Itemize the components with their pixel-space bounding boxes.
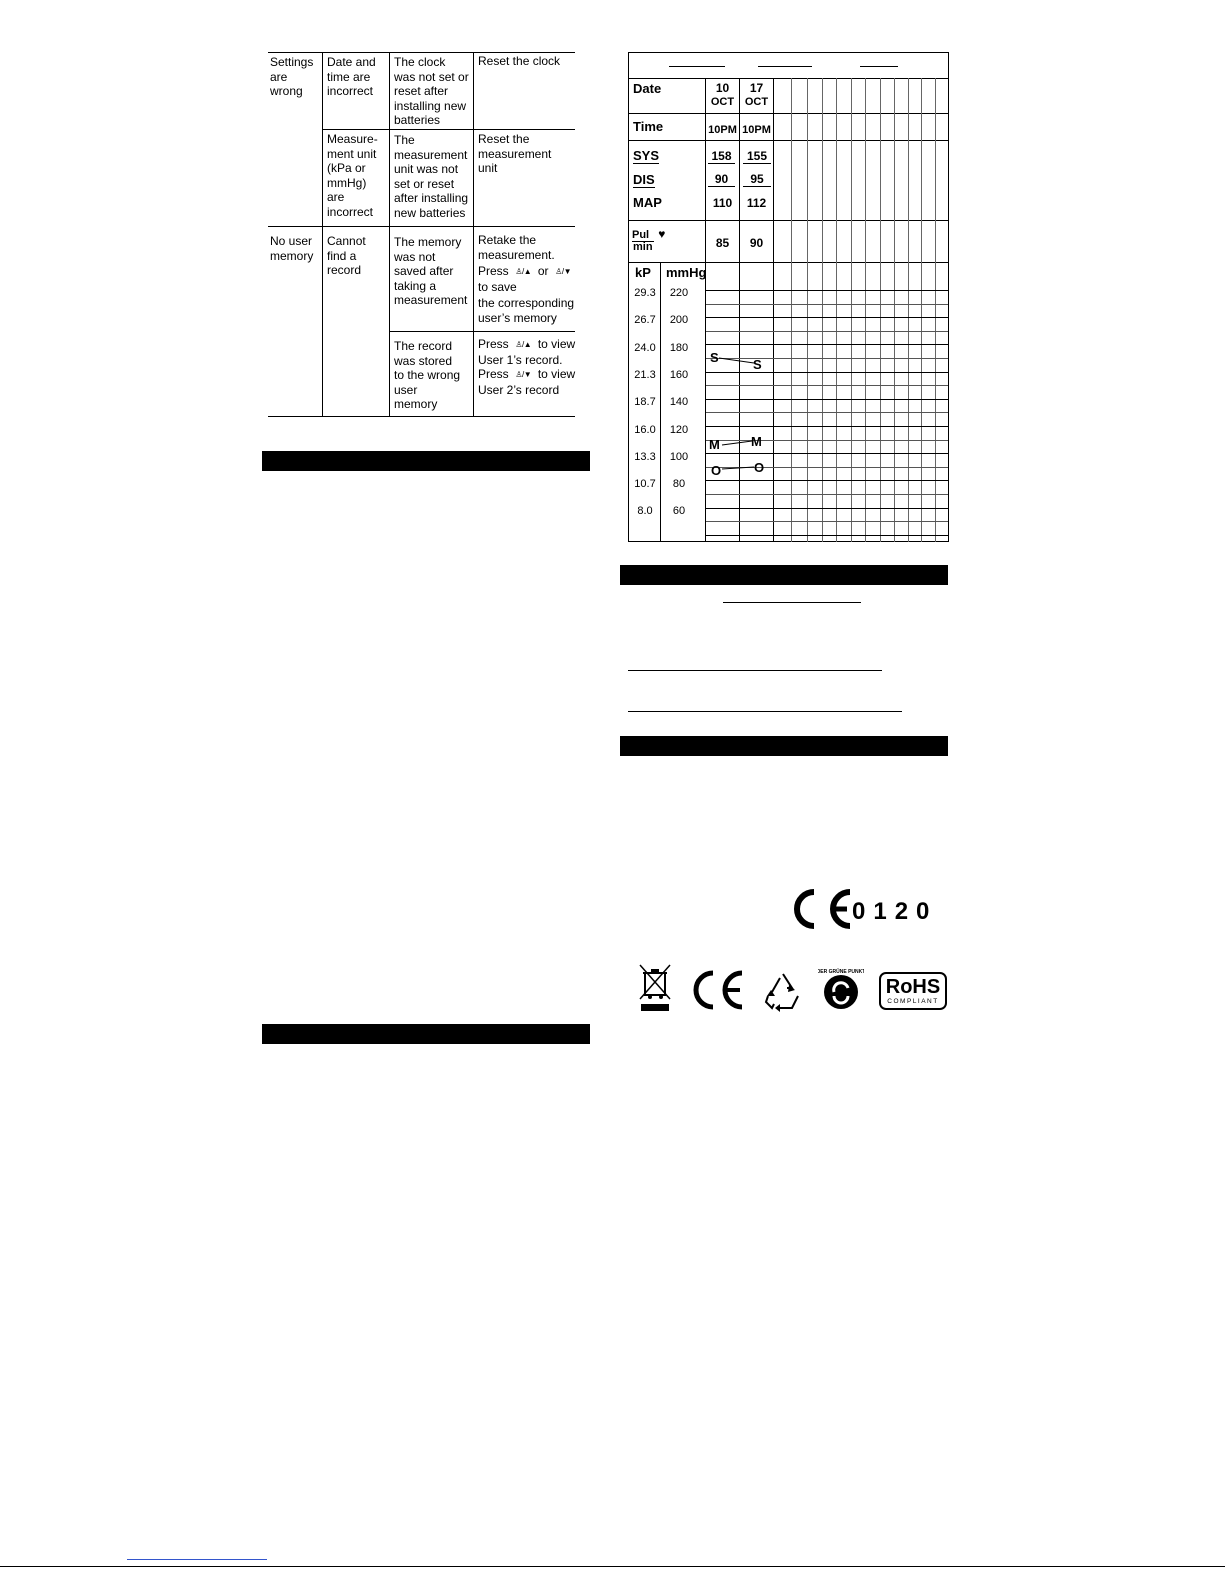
footnote-link-underline[interactable]: [127, 1559, 267, 1560]
user2-button-icon: ♙/▼: [555, 267, 571, 276]
solution-line: measurement.: [478, 247, 555, 262]
map-marker: M: [709, 437, 720, 452]
solution-line: User 1’s record.: [478, 352, 563, 367]
time-value: 10PM: [708, 124, 737, 136]
solution-line: the corresponding: [478, 296, 575, 310]
rohs-compliant-label: COMPLIANT: [887, 998, 939, 1005]
sys-value: 158: [708, 149, 735, 164]
notified-body-number: 0120: [852, 898, 938, 925]
mmhg-tick-label: 220: [669, 287, 689, 299]
pulse-value: 90: [749, 236, 764, 250]
mmhg-tick-label: 160: [669, 368, 689, 381]
time-label: Time: [633, 119, 664, 134]
table-cell-cause: The memory was not saved after taking a measurement: [394, 235, 468, 307]
table-cell-cause: The measurement unit was not set or reset after installing new batteries: [394, 133, 469, 220]
sys-marker: S: [710, 350, 719, 365]
sys-trend-line: [719, 358, 754, 363]
kp-tick-label: 21.3: [634, 368, 656, 381]
map-value: 112: [746, 196, 767, 210]
kp-tick-label: 13.3: [634, 450, 656, 463]
min-label: min: [633, 241, 653, 253]
sys-value: 155: [743, 149, 771, 164]
table-cell-cause: The record was stored to the wrong user memory: [394, 339, 461, 411]
dis-value: 95: [743, 172, 771, 187]
bp-record-chart: [0, 0, 1225, 545]
solution-press: Press: [478, 337, 509, 351]
dis-label: DIS: [633, 172, 655, 187]
section-header-bar: [262, 1024, 590, 1044]
table-cell-solution: Reset the clock: [478, 54, 561, 68]
pulse-value: 85: [715, 236, 730, 250]
map-marker: M: [751, 434, 762, 449]
table-cell-problem: No user memory: [270, 234, 314, 263]
mmhg-tick-label: 120: [669, 423, 689, 436]
section-header-bar: [620, 565, 948, 585]
mmhg-tick-label: 180: [669, 341, 689, 354]
date-day: 17: [749, 81, 764, 95]
recycle-icon: [762, 970, 804, 1012]
solution-press: Press: [478, 367, 509, 381]
kp-tick-label: 26.7: [634, 314, 656, 327]
kp-tick-label: 24.0: [634, 341, 656, 354]
solution-press: Press: [478, 264, 509, 278]
dis-marker: O: [754, 460, 765, 475]
pul-label: Pul: [632, 229, 650, 241]
table-cell-symptom: Cannot find a record: [327, 234, 366, 277]
dis-value: 90: [708, 172, 735, 187]
solution-view: to view: [537, 337, 576, 351]
green-dot-text: DER GRÜNE PUNKT: [818, 969, 864, 975]
map-value: 110: [712, 196, 733, 210]
solution-or: or: [537, 264, 549, 278]
mmhg-tick-label: 60: [672, 505, 686, 518]
blank-field-line: [628, 670, 882, 671]
green-dot-icon: [818, 966, 864, 1012]
solution-line: User 2’s record: [478, 382, 560, 397]
solution-line: Retake the: [478, 233, 537, 247]
kp-tick-label: 8.0: [637, 505, 653, 518]
sys-marker: S: [753, 357, 762, 372]
footnote-divider: [0, 1566, 1225, 1567]
user2-button-icon: ♙/▼: [515, 370, 532, 379]
kp-tick-label: 10.7: [634, 478, 656, 491]
rohs-badge: [879, 972, 947, 1010]
weee-bin-icon: [636, 963, 674, 1013]
bp-plot: [0, 0, 1225, 545]
user1-button-icon: ♙/▲: [515, 267, 532, 276]
blank-field-line: [723, 602, 861, 603]
kp-tick-label: 16.0: [634, 423, 656, 436]
sys-label: SYS: [633, 148, 660, 163]
solution-line: to save: [478, 279, 517, 294]
solution-view: to view: [537, 367, 576, 381]
kp-label: kP: [635, 265, 651, 280]
table-cell-symptom: Measure- ment unit (kPa or mmHg) are incorrect: [327, 132, 378, 219]
table-cell-symptom: Date and time are incorrect: [327, 55, 376, 98]
date-month: OCT: [710, 96, 735, 108]
date-label: Date: [633, 81, 662, 96]
user1-button-icon: ♙/▲: [515, 340, 532, 349]
table-cell-cause: The clock was not set or reset after installing new batteries: [394, 55, 469, 127]
kp-tick-label: 29.3: [634, 287, 656, 299]
ce-mark-icon: [692, 970, 746, 1010]
table-cell-problem: Settings are wrong: [270, 55, 314, 98]
mmhg-label: mmHg: [666, 265, 707, 280]
blank-field-line: [628, 711, 902, 712]
solution-line: user’s memory: [478, 310, 557, 325]
map-label: MAP: [633, 195, 662, 210]
mmhg-tick-label: 200: [669, 314, 689, 327]
date-month: OCT: [744, 96, 769, 108]
date-day: 10: [715, 81, 730, 95]
table-cell-solution: Reset the measurement unit: [478, 132, 552, 175]
section-header-bar: [620, 736, 948, 756]
dis-trend-line: [722, 467, 754, 469]
heart-icon: ♥: [658, 227, 666, 241]
kp-tick-label: 18.7: [634, 396, 656, 409]
ce-mark-large: [792, 884, 952, 934]
map-trend-line: [722, 441, 752, 445]
mmhg-tick-label: 100: [669, 450, 689, 463]
mmhg-tick-label: 140: [669, 396, 689, 409]
dis-marker: O: [711, 463, 722, 478]
mmhg-tick-label: 80: [672, 478, 686, 491]
rohs-label: RoHS: [885, 976, 941, 998]
time-value: 10PM: [742, 124, 771, 136]
